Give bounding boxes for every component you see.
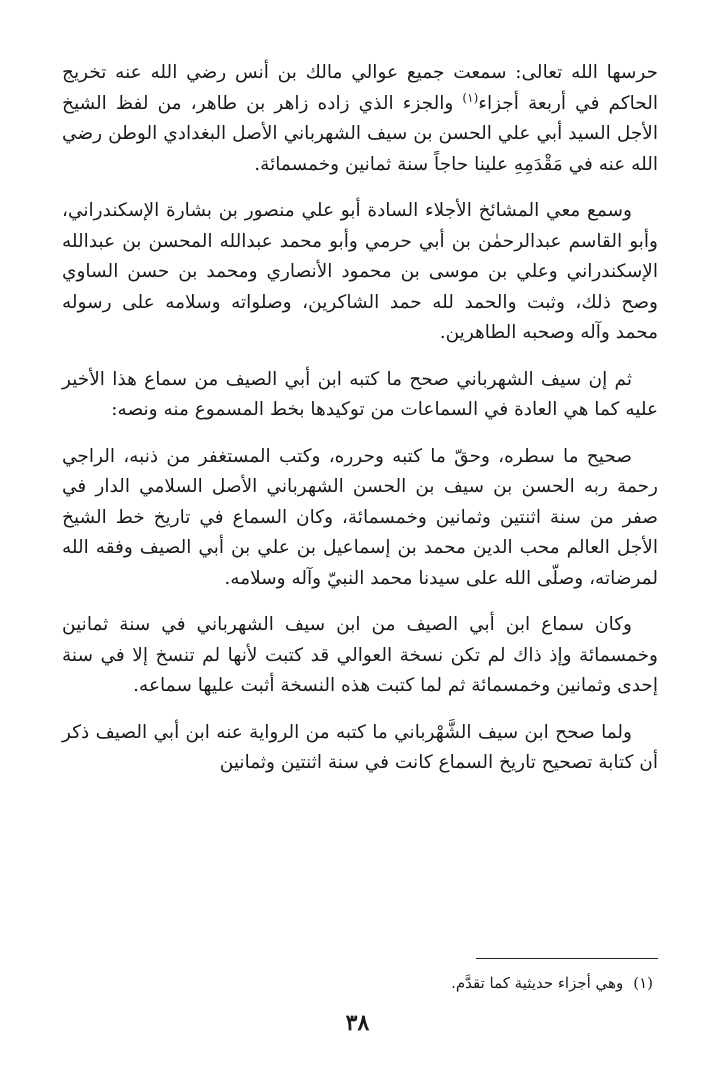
paragraph-3: ثم إن سيف الشهرباني صحح ما كتبه ابن أبي الصيف من سماع هذا الأخير عليه كما هي العادة في السماعات من توكيدها بخط المسموع منه ونصه: — [62, 368, 658, 420]
footnote — [57, 970, 653, 996]
paragraph-1-text-b: والجزء الذي زاده زاهر بن طاهر، من لفظ الشيخ الأجل السيد أبي علي الحسن بن سيف الشهرباني الأصل البغدادي الوطن رضي الله عنه في مَقْدَمِهِ علينا حاجاً سنة ثمانين وخمسمائة. — [62, 92, 658, 175]
footnote-number: (١) — [633, 974, 653, 992]
paragraph-5: وكان سماع ابن أبي الصيف من ابن سيف الشهرباني في سنة ثمانين وخمسمائة وإذ ذاك لم تكن نسخة العوالي قد كتبت لأنها لم تنسخ إلا في سنة إحدى وثمانين وخمسمائة ثم لما كتبت هذه النسخة أثبت عليها سماعه. — [62, 614, 658, 696]
footnote-divider — [476, 958, 658, 959]
footnote-reference: (١) — [462, 90, 479, 105]
body-text — [62, 58, 658, 795]
footnote-text: وهي أجزاء حديثية كما تقدَّم. — [451, 974, 624, 992]
paragraph-2: وسمع معي المشائخ الأجلاء السادة أبو علي منصور بن بشارة الإسكندراني، وأبو القاسم عبدالرحمٰن بن أبي حرمي وأبو محمد عبدالله المحسن بن عبدالله الإسكندراني وعلي بن موسى بن محمود الأنصاري ومحمد بن حسن الساوي وصح ذلك، وثبت والحمد لله حمد الشاكرين، وصلواته وسلامه على رسوله محمد وآله وصحبه الطاهرين. — [62, 200, 658, 343]
paragraph-6: ولما صحح ابن سيف الشَّهْرباني ما كتبه من الرواية عنه ابن أبي الصيف ذكر أن كتابة تصحيح تاريخ السماع كانت في سنة اثنتين وثمانين — [62, 721, 658, 773]
paragraph-4: صحيح ما سطره، وحقّ ما كتبه وحرره، وكتب المستغفر من ذنبه، الراجي رحمة ربه الحسن بن سيف بن الحسن الشهرباني الأصل السلامي الدار في صفر من سنة اثنتين وثمانين وخمسمائة، وكان السماع في تاريخ خط الشيخ الأجل العالم محب الدين محمد بن إسماعيل بن علي بن أبي الصيف وفقه الله لمرضاته، وصلّى الله على سيدنا محمد النبيّ وآله وسلامه. — [62, 445, 658, 589]
paragraph-1-text-a: حرسها الله تعالى: سمعت جميع عوالي مالك بن أنس رضي الله عنه تخريج الحاكم في أربعة أجزاء — [62, 62, 658, 114]
page-number: ٣٨ — [345, 1010, 370, 1036]
paragraph-1 — [62, 58, 658, 180]
